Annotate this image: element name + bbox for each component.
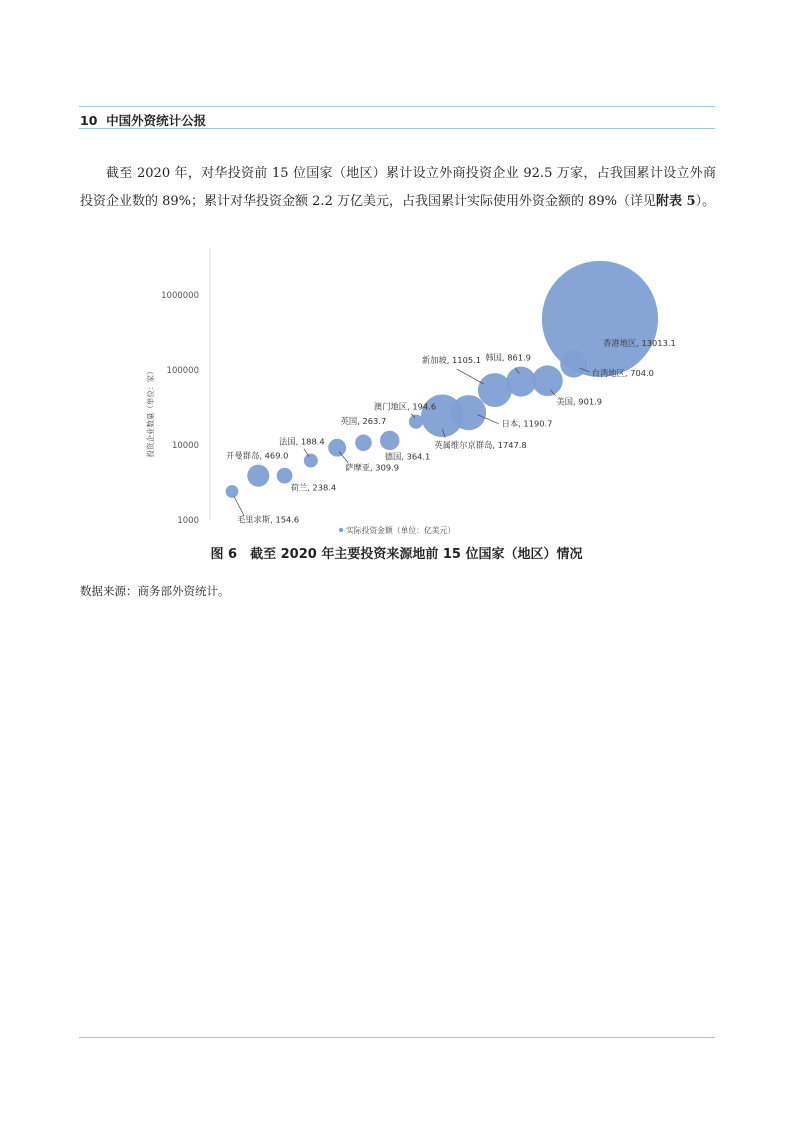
y-tick-label: 100000	[166, 366, 199, 376]
footer-rule	[79, 1037, 715, 1038]
bubble-point	[328, 439, 346, 457]
chart-bubbles-group	[226, 261, 658, 498]
header-top-rule	[79, 106, 715, 107]
page-number: 10	[80, 113, 98, 128]
figure-caption: 图 6 截至 2020 年主要投资来源地前 15 位国家（地区）情况	[210, 547, 583, 562]
bubble-point	[542, 261, 658, 377]
bubble-leader-line	[457, 369, 484, 384]
bubble-data-label: 香港地区, 13013.1	[603, 337, 676, 348]
bubble-chart	[140, 240, 676, 540]
bubble-data-label: 毛里求斯, 154.6	[237, 514, 300, 525]
bubble-point	[304, 454, 318, 468]
bubble-data-label: 德国, 364.1	[384, 451, 431, 462]
chart-axis-group	[145, 248, 210, 526]
bubble-data-label: 韩国, 861.9	[485, 352, 531, 363]
bubble-point	[380, 431, 399, 450]
paragraph-text: 截至 2020 年，对华投资前 15 位国家（地区）累计设立外商投资企业 92.5 万家，占我国累计设立外商投资企业数的 89%；累计对华投资金额 2.2 万亿美元，占我国累计实际使用外资金额的 89%（详见	[80, 166, 716, 209]
body-paragraph	[80, 160, 716, 216]
bubble-data-label: 新加坡, 1105.1	[421, 355, 482, 366]
publication-title: 中国外资统计公报	[106, 113, 207, 128]
y-tick-label: 1000000	[161, 291, 199, 301]
y-axis-title: 投资企业数量（单位：家）	[146, 367, 155, 458]
header-bottom-rule	[79, 128, 715, 129]
bubble-data-label: 开曼群岛, 469.0	[226, 450, 289, 461]
bubble-point	[506, 367, 536, 397]
bubble-data-label: 美国, 901.9	[556, 396, 603, 407]
bubble-point	[451, 395, 486, 430]
bubble-point	[247, 465, 269, 487]
bubble-data-label: 荷兰, 238.4	[290, 482, 337, 493]
bubble-point	[409, 415, 423, 429]
source-note: 数据来源：商务部外资统计。	[80, 584, 230, 598]
bubble-data-label: 澳门地区, 194.6	[373, 401, 437, 412]
bubble-point	[226, 485, 239, 498]
bubble-data-label: 英国, 263.7	[340, 415, 387, 426]
bubble-point	[277, 468, 293, 484]
y-tick-label: 10000	[171, 441, 199, 451]
appendix-reference: 附表 5	[656, 194, 696, 209]
legend-label: 实际投资金额（单位：亿美元）	[346, 526, 456, 535]
bubble-data-label: 法国, 188.4	[279, 436, 325, 447]
bubble-data-label: 台湾地区, 704.0	[591, 368, 654, 379]
running-header	[80, 111, 206, 129]
legend-marker	[339, 528, 343, 532]
bubble-data-label: 英属维尔京群岛, 1747.8	[434, 439, 527, 450]
chart-legend-group	[339, 525, 455, 535]
bubble-data-label: 日本, 1190.7	[501, 418, 553, 429]
bubble-leader-line	[234, 496, 244, 515]
paragraph-tail: ）。	[695, 194, 716, 209]
bubble-point	[355, 435, 372, 452]
y-tick-label: 1000	[177, 516, 199, 526]
bubble-point	[532, 365, 563, 396]
bubble-data-label: 萨摩亚, 309.9	[345, 462, 400, 473]
